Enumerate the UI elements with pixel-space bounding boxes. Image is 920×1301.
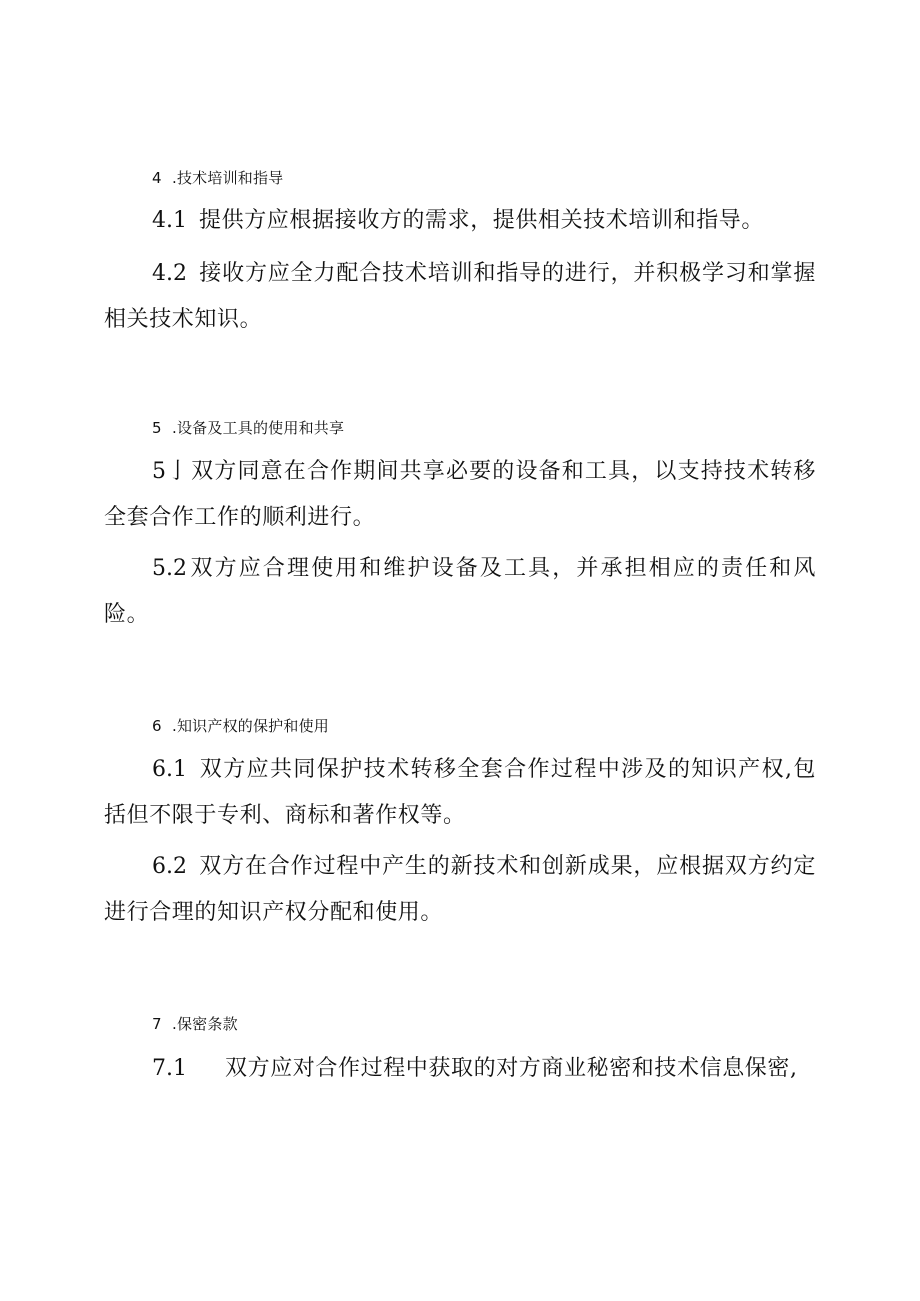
paragraph-7-1	[104, 1046, 816, 1092]
paragraph-number: 5亅	[152, 459, 190, 484]
paragraph-number: 4.1	[152, 208, 187, 233]
section-number: 4	[152, 169, 162, 187]
section-number: 7	[152, 1015, 162, 1033]
paragraph-text: 提供方应根据接收方的需求，提供相关技术培训和指导。	[199, 208, 765, 233]
section-7-heading	[152, 1014, 238, 1034]
section-title: .技术培训和指导	[172, 169, 284, 187]
section-4-heading	[152, 168, 283, 188]
paragraph-6-1	[104, 747, 816, 839]
section-6-heading	[152, 716, 329, 736]
paragraph-text: 双方同意在合作期间共享必要的设备和工具，以支持技术转移全套合作工作的顺利进行。	[104, 459, 817, 530]
section-5-heading	[152, 418, 344, 438]
paragraph-text: 接收方应全力配合技术培训和指导的进行，并积极学习和掌握相关技术知识。	[104, 261, 816, 332]
paragraph-number: 6.2	[152, 854, 187, 879]
paragraph-5-1	[104, 449, 816, 541]
paragraph-number: 5.2	[152, 556, 187, 581]
paragraph-text: 双方应共同保护技术转移全套合作过程中涉及的知识产权,包括但不限于专利、商标和著作权等。	[104, 757, 816, 828]
paragraph-4-1	[104, 198, 816, 244]
paragraph-number: 6.1	[152, 757, 187, 782]
section-title: .设备及工具的使用和共享	[172, 419, 345, 437]
paragraph-number: 4.2	[152, 261, 187, 286]
section-title: .保密条款	[172, 1015, 238, 1033]
paragraph-text: 双方在合作过程中产生的新技术和创新成果，应根据双方约定进行合理的知识产权分配和使用。	[104, 854, 816, 925]
paragraph-number: 7.1	[152, 1056, 187, 1081]
section-title: .知识产权的保护和使用	[172, 717, 329, 735]
paragraph-5-2	[104, 546, 816, 638]
paragraph-text: 双方应对合作过程中获取的对方商业秘密和技术信息保密,	[225, 1056, 798, 1081]
paragraph-text: 双方应合理使用和维护设备及工具，并承担相应的责任和风险。	[104, 556, 816, 627]
paragraph-4-2	[104, 251, 816, 343]
section-number: 5	[152, 419, 162, 437]
paragraph-6-2	[104, 844, 816, 936]
section-number: 6	[152, 717, 162, 735]
